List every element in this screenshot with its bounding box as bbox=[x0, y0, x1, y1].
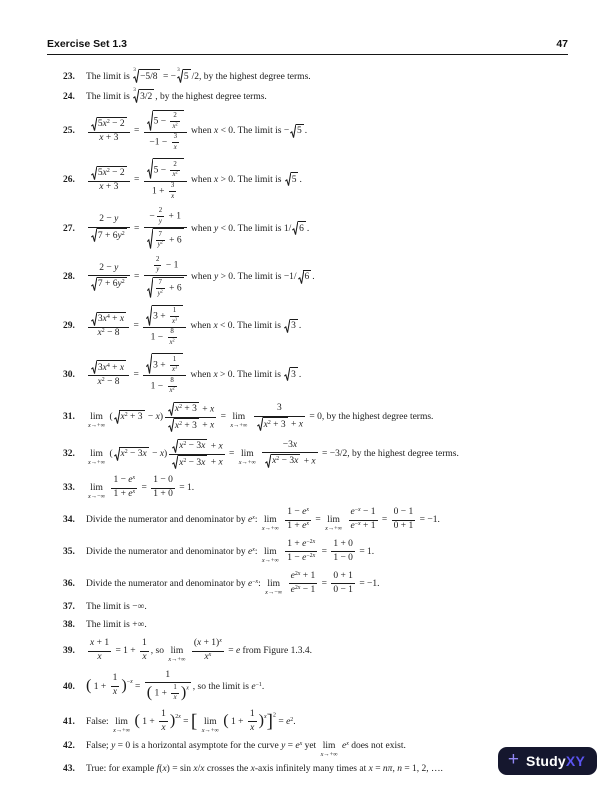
section-title: Exercise Set 1.3 bbox=[47, 38, 127, 50]
problem-number: 28. bbox=[63, 272, 75, 283]
problem-number: 40. bbox=[63, 681, 75, 692]
problem-item bbox=[63, 89, 576, 103]
problem-number: 33. bbox=[63, 483, 75, 494]
problem-number: 24. bbox=[63, 91, 75, 102]
problem-number: 35. bbox=[63, 546, 75, 557]
problem-number: 37. bbox=[63, 602, 75, 613]
problem-content: Divide the numerator and denominator by $e^x$: lim x→+∞ $\frac{1 + e^{-2x}}{1 - e^{-2x}}$ = $\frac{1 + 0}{1 - 0}$ = 1. bbox=[86, 538, 375, 564]
problem-content: $\frac{3x^4 + x}{x^2 - 8}$ = 3 + $\frac{1}{x^3}$ 1 − $\frac{8}{x^2}$ when x < 0. The limit is 3 . bbox=[86, 321, 301, 331]
problem-content: lim x→−∞ $\frac{1 - e^x}{1 + e^x}$ = $\frac{1 - 0}{1 + 0}$ = 1. bbox=[88, 475, 195, 501]
problem-content: False; y = 0 is a horizontal asymptote for the curve $y = e^x$ yet lim x→+∞ $e^x$ does not exist. bbox=[86, 740, 406, 758]
problem-item bbox=[63, 353, 576, 396]
problem-content: Divide the numerator and denominator by $e^x$: lim x→+∞ $\frac{1 - e^x}{1 + e^x}$ = lim x→+∞ $\frac{e^{-x} - 1}{e^{-x} + 1}$ = $\frac{0 - 1}{0 + 1}$ = −1. bbox=[86, 506, 440, 533]
problem-content: lim x→+∞ ( $x^2 + 3 - x$) $\frac{x^2 + 3 + x}{x^2 + 3 + x}$ = lim x→+∞ $\frac{3}{x^2 + 3 + x}$ = 0, by the highest degree terms. bbox=[88, 403, 434, 431]
problem-content: $\frac{5x^2 - 2}{x + 3}$ = 5 − $\frac{2}{x^2}$ 1 + $\frac{3}{x}$ when x > 0. The limit is 5 . bbox=[86, 175, 302, 185]
solutions-list bbox=[63, 66, 576, 782]
problem-number: 26. bbox=[63, 174, 75, 185]
page-header bbox=[47, 38, 568, 50]
problem-content: The limit is 3 −5/8 = − 3 5 /2, by the highest degree terms. bbox=[86, 66, 311, 82]
problem-content: $\frac{x + 1}{x}$ = 1 + $\frac{1}{x}$ , so lim x→+∞ $\frac{(x + 1)^x}{x^x}$ = e from Figure 1.3.4. bbox=[90, 637, 312, 664]
problem-item bbox=[63, 571, 576, 597]
logo-text bbox=[526, 753, 585, 769]
problem-item bbox=[63, 709, 576, 735]
problem-number: 39. bbox=[63, 646, 75, 657]
problem-content: $\frac{3x^4 + x}{x^2 - 8}$ = 3 + $\frac{1}{x^3}$ 1 − $\frac{8}{x^2}$ when x > 0. The limit is 3 . bbox=[86, 370, 301, 380]
problem-item bbox=[63, 539, 576, 565]
page-number: 47 bbox=[556, 38, 568, 50]
problem-number: 32. bbox=[63, 449, 75, 460]
problem-content: $\frac{2 - y}{7 + 6y^2}$ = − $\frac{2}{y}$ + 1 $\frac{7}{y^2}$ + 6 when y < 0. The limit is 1/ 6 . bbox=[86, 224, 309, 234]
problem-content: lim x→+∞ ( $x^2 - 3x - x$) $\frac{x^2 - 3x + x}{x^2 - 3x + x}$ = lim x→+∞ $\frac{-3x}{x^2 - 3x + x}$ = −3/2, by the highest degree terms. bbox=[88, 439, 459, 468]
problem-number: 36. bbox=[63, 578, 75, 589]
problem-number: 41. bbox=[63, 716, 75, 727]
problem-content: Divide the numerator and denominator by $e^{-x}$: lim x→−∞ $\frac{e^{2x} + 1}{e^{2x} - 1}$ = $\frac{0 + 1}{0 - 1}$ = −1. bbox=[86, 570, 380, 596]
problem-item bbox=[63, 638, 576, 664]
problem-item bbox=[63, 305, 576, 348]
problem-item bbox=[63, 66, 576, 83]
studyxy-logo bbox=[498, 747, 597, 775]
problem-content: The limit is +∞. bbox=[86, 620, 147, 631]
problem-number: 42. bbox=[63, 740, 75, 751]
logo-study-text: Study bbox=[526, 752, 566, 769]
problem-number: 30. bbox=[63, 369, 75, 380]
problem-content: The limit is −∞. bbox=[86, 602, 147, 613]
problem-number: 25. bbox=[63, 126, 75, 137]
problem-item bbox=[63, 602, 576, 614]
problem-number: 43. bbox=[63, 764, 75, 775]
problem-content: The limit is 3 3/2 , by the highest degree terms. bbox=[86, 87, 267, 102]
problem-content: True: for example f(x) = sin x/x crosses the x-axis infinitely many times at x = nπ, n = 1, 2, …. bbox=[86, 764, 443, 775]
problem-content: False: lim x→+∞ ( 1 + $\frac{1}{x}$ )$^{2x}$ = [ lim x→+∞ ( 1 + $\frac{1}{x}$ )$^x]^2 = e^2$. bbox=[86, 708, 296, 734]
problem-content: $\frac{2 - y}{7 + 6y^2}$ = $\frac{2}{y}$ − 1 $\frac{7}{y^2}$ + 6 when y > 0. The limit is −1/ 6 . bbox=[86, 272, 315, 282]
problem-item bbox=[63, 256, 576, 299]
problem-content: $\frac{5x^2 - 2}{x + 3}$ = 5 − $\frac{2}{x^2}$ −1 − $\frac{3}{x}$ when x < 0. The limit is − 5 . bbox=[86, 126, 307, 136]
problem-item bbox=[63, 207, 576, 250]
problem-number: 27. bbox=[63, 223, 75, 234]
problem-item bbox=[63, 402, 576, 433]
logo-xy-text: XY bbox=[565, 752, 585, 769]
problem-number: 29. bbox=[63, 321, 75, 332]
problem-item bbox=[63, 620, 576, 632]
problem-number: 34. bbox=[63, 515, 75, 526]
problem-number: 23. bbox=[63, 71, 75, 82]
problem-number: 31. bbox=[63, 412, 75, 423]
problem-content: ( 1 + $\frac{1}{x}$ )$^{-x}$ = 1 ( 1 + $\frac{1}{x}$ )$^x$ , so the limit is $e^{-1}$. bbox=[86, 669, 265, 702]
problem-number: 38. bbox=[63, 620, 75, 631]
problem-item bbox=[63, 439, 576, 470]
problem-item bbox=[63, 670, 576, 703]
problem-item bbox=[63, 110, 576, 153]
problem-item bbox=[63, 158, 576, 201]
header-divider bbox=[47, 54, 568, 55]
plus-icon: + bbox=[507, 749, 520, 770]
problem-item bbox=[63, 475, 576, 501]
problem-item bbox=[63, 507, 576, 533]
